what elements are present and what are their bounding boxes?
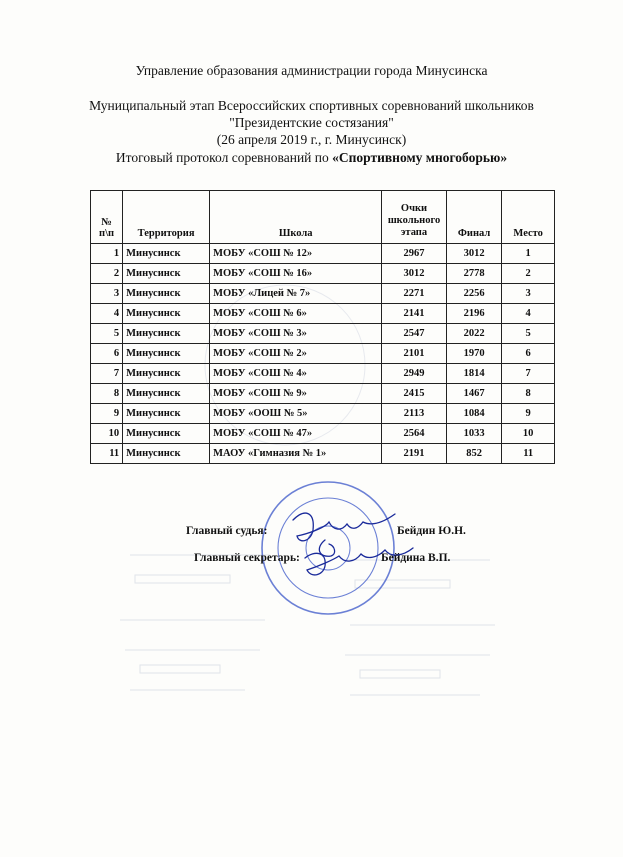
heading-line-3: (26 апреля 2019 г., г. Минусинск)	[216, 132, 407, 147]
cell-place: 4	[502, 304, 555, 324]
cell-final: 1467	[446, 384, 502, 404]
heading-line-2: "Президентские состязания"	[229, 115, 394, 130]
table-header-row	[91, 191, 555, 244]
heading-line-4	[0, 149, 623, 166]
cell-points: 2141	[382, 304, 447, 324]
cell-points: 2547	[382, 324, 447, 344]
heading-line-1: Муниципальный этап Всероссийских спортивных соревнований школьников	[89, 98, 534, 113]
cell-points: 3012	[382, 264, 447, 284]
table-row	[91, 304, 555, 324]
cell-school: МОБУ «СОШ № 47»	[210, 424, 382, 444]
results-table	[90, 190, 555, 464]
chief-secretary-name: Бейдина В.П.	[381, 552, 451, 564]
cell-points: 2191	[382, 444, 447, 464]
header-place: Место	[502, 191, 555, 244]
cell-num: 4	[91, 304, 123, 324]
cell-school: МОБУ «СОШ № 2»	[210, 344, 382, 364]
heading-line-4-prefix: Итоговый протокол соревнований по	[115, 150, 333, 165]
cell-num: 6	[91, 344, 123, 364]
cell-num: 1	[91, 244, 123, 264]
cell-territory: Минусинск	[123, 364, 210, 384]
cell-num: 11	[91, 444, 123, 464]
cell-place: 1	[502, 244, 555, 264]
header-school: Школа	[210, 191, 382, 244]
cell-school: МОБУ «СОШ № 3»	[210, 324, 382, 344]
cell-territory: Минусинск	[123, 384, 210, 404]
header-territory: Территория	[123, 191, 210, 244]
cell-final: 1970	[446, 344, 502, 364]
cell-final: 1033	[446, 424, 502, 444]
cell-place: 5	[502, 324, 555, 344]
cell-final: 1814	[446, 364, 502, 384]
cell-school: МОБУ «СОШ № 9»	[210, 384, 382, 404]
cell-points: 2949	[382, 364, 447, 384]
table-row	[91, 264, 555, 284]
cell-school: МОБУ «Лицей № 7»	[210, 284, 382, 304]
table-row	[91, 284, 555, 304]
cell-points: 2271	[382, 284, 447, 304]
cell-territory: Минусинск	[123, 304, 210, 324]
cell-place: 11	[502, 444, 555, 464]
cell-num: 9	[91, 404, 123, 424]
table-row	[91, 344, 555, 364]
table-row	[91, 404, 555, 424]
cell-num: 3	[91, 284, 123, 304]
cell-territory: Минусинск	[123, 404, 210, 424]
cell-final: 1084	[446, 404, 502, 424]
cell-num: 2	[91, 264, 123, 284]
cell-final: 852	[446, 444, 502, 464]
chief-secretary-label: Главный секретарь:	[194, 552, 300, 564]
cell-place: 6	[502, 344, 555, 364]
cell-place: 7	[502, 364, 555, 384]
cell-school: МОБУ «ООШ № 5»	[210, 404, 382, 424]
header-num: № п\п	[91, 191, 123, 244]
cell-place: 9	[502, 404, 555, 424]
cell-num: 10	[91, 424, 123, 444]
cell-final: 2256	[446, 284, 502, 304]
table-row	[91, 364, 555, 384]
table-row	[91, 384, 555, 404]
header-final: Финал	[446, 191, 502, 244]
cell-points: 2101	[382, 344, 447, 364]
cell-place: 8	[502, 384, 555, 404]
chief-judge-name: Бейдин Ю.Н.	[397, 525, 466, 537]
cell-place: 10	[502, 424, 555, 444]
cell-final: 2196	[446, 304, 502, 324]
cell-num: 7	[91, 364, 123, 384]
header-points: Очки школьного этапа	[382, 191, 447, 244]
chief-judge-label: Главный судья:	[186, 525, 268, 537]
cell-territory: Минусинск	[123, 284, 210, 304]
cell-place: 3	[502, 284, 555, 304]
table-row	[91, 444, 555, 464]
cell-final: 3012	[446, 244, 502, 264]
cell-school: МАОУ «Гимназия № 1»	[210, 444, 382, 464]
cell-school: МОБУ «СОШ № 12»	[210, 244, 382, 264]
cell-school: МОБУ «СОШ № 4»	[210, 364, 382, 384]
chief-judge-line	[186, 525, 267, 537]
cell-territory: Минусинск	[123, 424, 210, 444]
chief-secretary-line	[194, 552, 300, 564]
cell-territory: Минусинск	[123, 244, 210, 264]
cell-territory: Минусинск	[123, 264, 210, 284]
cell-points: 2564	[382, 424, 447, 444]
cell-points: 2113	[382, 404, 447, 424]
cell-school: МОБУ «СОШ № 6»	[210, 304, 382, 324]
cell-school: МОБУ «СОШ № 16»	[210, 264, 382, 284]
cell-territory: Минусинск	[123, 344, 210, 364]
cell-points: 2967	[382, 244, 447, 264]
heading-line-4-bold: «Спортивному многоборью»	[332, 150, 508, 165]
handwritten-signatures	[285, 500, 435, 590]
official-stamp	[258, 478, 398, 618]
cell-territory: Минусинск	[123, 444, 210, 464]
table-row	[91, 244, 555, 264]
cell-place: 2	[502, 264, 555, 284]
organization-title: Управление образования администрации города Минусинска	[135, 63, 488, 78]
cell-num: 5	[91, 324, 123, 344]
cell-num: 8	[91, 384, 123, 404]
document-heading	[0, 97, 623, 166]
cell-final: 2022	[446, 324, 502, 344]
table-row	[91, 424, 555, 444]
cell-territory: Минусинск	[123, 324, 210, 344]
cell-final: 2778	[446, 264, 502, 284]
cell-points: 2415	[382, 384, 447, 404]
table-row	[91, 324, 555, 344]
